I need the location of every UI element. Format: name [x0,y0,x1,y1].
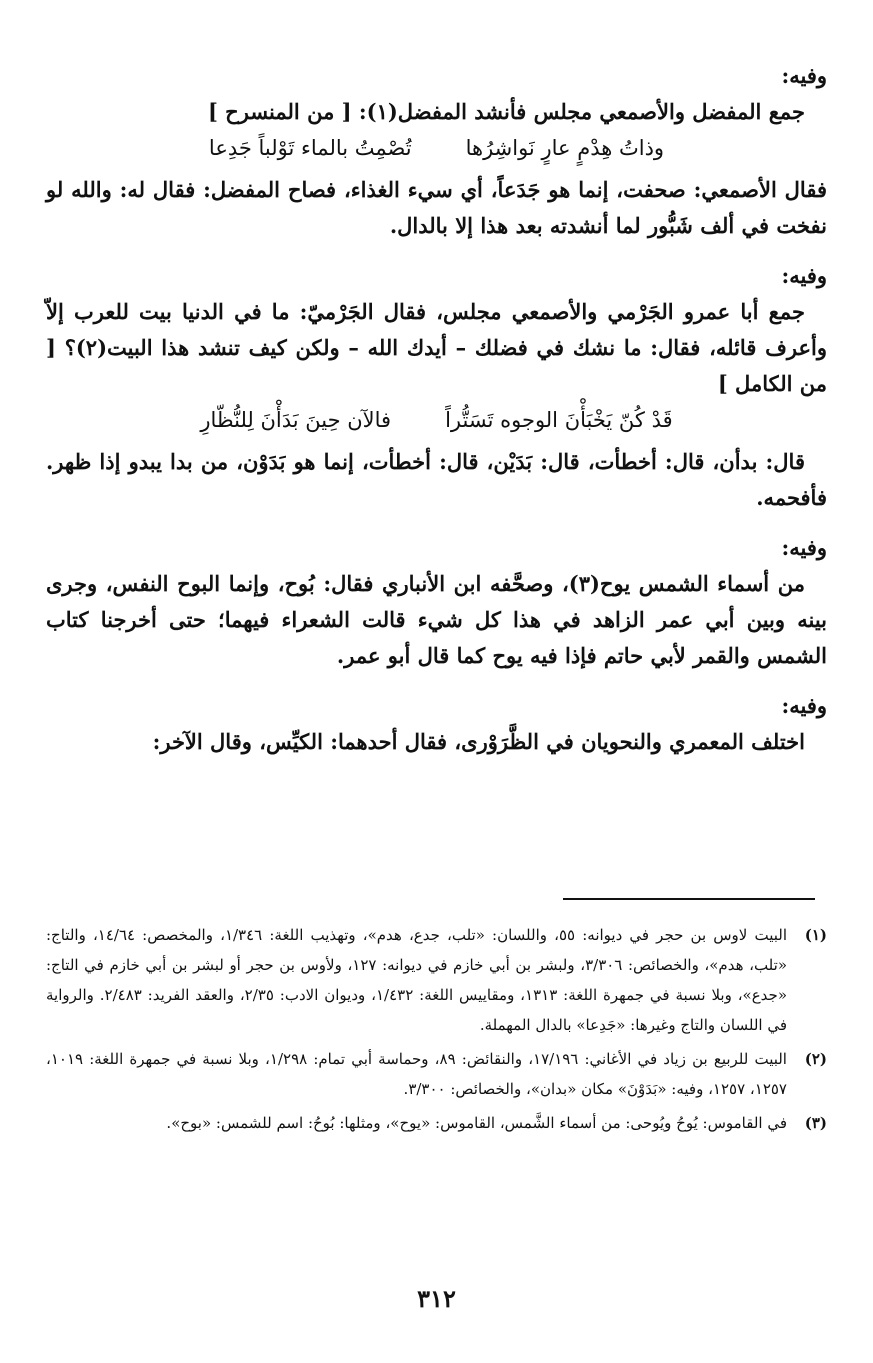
verse-second-hemistich: تُصْمِتُ بالماء تَوْلباً جَدِعا [208,136,412,160]
footnote-text: في القاموس: يُوحُ ويُوحى: من أسماء الشَّمس، القاموس: «يوح»، ومثلها: بُوحُ: اسم للشمس: «بوح». [166,1114,787,1132]
poetry-verse [46,402,827,438]
section-heading: وفيه: [781,263,827,288]
section-1 [46,58,827,244]
footnote-3 [46,1108,827,1138]
section-heading: وفيه: [781,63,827,88]
footnote-2 [46,1044,827,1104]
verse-first-hemistich: قَدْ كُنّ يَخْبَأْنَ الوجوه تَسَتُّراً [445,408,673,432]
paragraph: فقال الأصمعي: صحفت، إنما هو جَدَعاً، أي سيء الغذاء، فصاح المفضل: فقال له: والله لو نفخت في ألف شَبُّور لما أنشدته بعد هذا إلا بالدال. [46,177,827,238]
paragraph: جمع أبا عمرو الجَرْمي والأصمعي مجلس، فقال الجَرْميّ: ما في الدنيا بيت للعرب إلاّ وأعرف قائله، فقال: ما نشك في فضلك – أيدك الله – ولكن كيف تنشد هذا البيت(٢)؟ [ من الكامل ] [46,299,827,396]
verse-second-hemistich: فالآن حِينَ بَدَأْنَ لِلنُّظّارِ [200,408,392,432]
poetry-verse [46,130,827,166]
footnote-text: البيت لاوس بن حجر في ديوانه: ٥٥، واللسان: «تلب، جدع، هدم»، وتهذيب اللغة: ١/٣٤٦، والمخصص: ١٤/٦٤، والتاج: «تلب، هدم»، والخصائص: ٣/٣٠٦، ولبشر بن أبي خازم في ديوانه: ١٢٧، ولأوس بن حجر أو لبشر بن أبي خازم في التاج: «جدع»، وبلا نسبة في جمهرة اللغة: ١٣١٣، ومقاييس اللغة: ١/٤٣٢، وديوان الادب: ٢/٣٥، والعقد الفريد: ٢/٤٨٣. والرواية في اللسان والتاج وغيرها: «جَدِعا» بالدال المهملة. [46,926,788,1034]
section-heading: وفيه: [781,693,827,718]
section-3 [46,530,827,674]
footnote-number: (٣) [804,1114,827,1132]
main-text [46,58,827,774]
footnotes [46,920,827,1142]
paragraph: من أسماء الشمس يوح(٣)، وصحَّفه ابن الأنباري فقال: بُوح، وإنما البوح النفس، وجرى بينه وبين أبي عمر الزاهد في هذا كل شيء قالت الشعراء فيهما؛ حتى أخرجنا كتاب الشمس والقمر لأبي حاتم فإذا فيه يوح كما قال أبو عمر. [46,571,827,668]
footnote-1 [46,920,827,1040]
footnote-divider [563,898,815,900]
paragraph: اختلف المعمري والنحويان في الظَّرَوْرى، فقال أحدهما: الكيِّس، وقال الآخر: [152,729,805,754]
footnote-number: (١) [804,926,827,944]
verse-first-hemistich: وذاتُ هِدْمٍ عارٍ نَواشِرُها [465,136,665,160]
section-2 [46,258,827,516]
footnote-number: (٢) [804,1050,827,1068]
page-number: ٣١٢ [417,1284,456,1313]
section-heading: وفيه: [781,535,827,560]
paragraph: جمع المفضل والأصمعي مجلس فأنشد المفضل(١): [ من المنسرح ] [207,99,805,124]
footnote-text: البيت للربيع بن زياد في الأغاني: ١٧/١٩٦، والنقائض: ٨٩، وحماسة أبي تمام: ١/٢٩٨، وبلا نسبة في جمهرة اللغة: ١٠١٩، ١٢٥٧، ١٢٥٧، وفيه: «بَدَوْنَ» مكان «بدان»، والخصائص: ٣/٣٠٠. [46,1050,787,1098]
section-4 [46,688,827,760]
paragraph: قال: بدأن، قال: أخطأت، قال: بَدَيْن، قال: أخطأت، إنما هو بَدَوْن، من بدا يبدو إذا ظهر. فأفحمه. [46,449,827,510]
